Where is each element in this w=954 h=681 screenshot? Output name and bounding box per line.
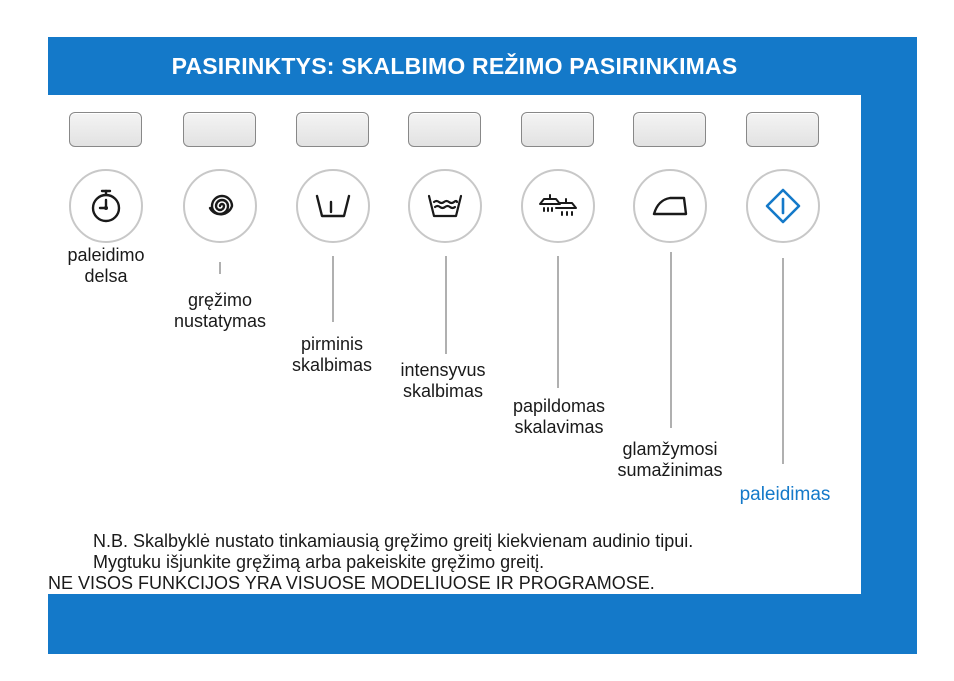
leader-line xyxy=(557,256,559,388)
label-delay-start: paleidimo delsa xyxy=(67,245,145,286)
notes-block xyxy=(48,531,700,594)
label-crease-reduction: glamžymosi sumažinimas xyxy=(617,439,723,480)
note-line: Mygtuku išjunkite gręžimą arba pakeiskite gręžimo greitį. xyxy=(93,552,545,572)
button-crease-reduction[interactable] xyxy=(633,112,706,147)
leader-line xyxy=(332,256,334,322)
label-spin-setting: gręžimo nustatymas xyxy=(173,290,267,331)
timer-icon xyxy=(69,169,143,243)
leader-line xyxy=(670,252,672,428)
page-title: PASIRINKTYS: SKALBIMO REŽIMO PASIRINKIMAS xyxy=(171,53,738,79)
note-line: NE VISOS FUNKCIJOS YRA VISUOSE MODELIUOSE IR PROGRAMOSE. xyxy=(48,573,655,593)
button-extra-rinse[interactable] xyxy=(521,112,594,147)
label-prewash: pirminis skalbimas xyxy=(291,334,373,375)
leader-line xyxy=(445,256,447,354)
shower-rinse-icon xyxy=(521,169,595,243)
spiral-spin-icon xyxy=(183,169,257,243)
button-prewash[interactable] xyxy=(296,112,369,147)
start-power-icon xyxy=(746,169,820,243)
button-intensive-wash[interactable] xyxy=(408,112,481,147)
leader-line xyxy=(782,258,784,464)
iron-icon xyxy=(633,169,707,243)
basin-waves-icon xyxy=(408,169,482,243)
label-extra-rinse: papildomas skalavimas xyxy=(512,396,606,437)
label-intensive-wash: intensyvus skalbimas xyxy=(400,360,486,401)
label-start: paleidimas xyxy=(739,484,831,505)
note-line: N.B. Skalbyklė nustato tinkamiausią gręžimo greitį kiekvienam audinio tipui. xyxy=(93,531,694,551)
button-delay-start[interactable] xyxy=(69,112,142,147)
button-start[interactable] xyxy=(746,112,819,147)
leader-line xyxy=(219,262,221,274)
basin-icon xyxy=(296,169,370,243)
button-spin-setting[interactable] xyxy=(183,112,256,147)
